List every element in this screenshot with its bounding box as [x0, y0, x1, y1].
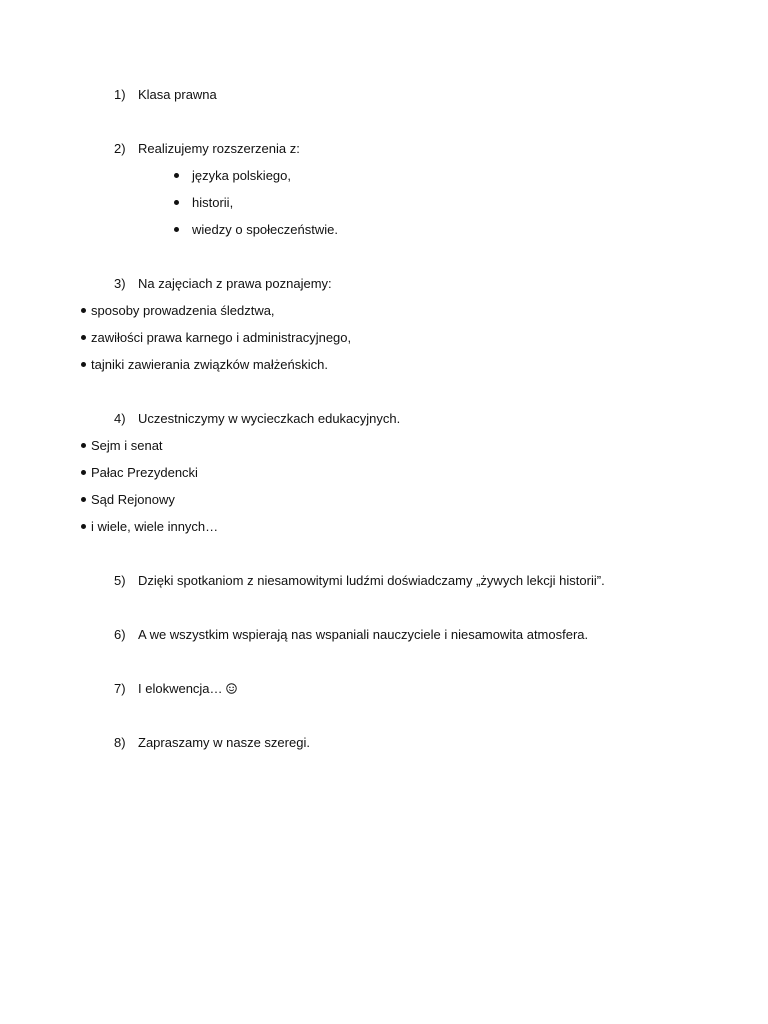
- extension-text: wiedzy o społeczeństwie.: [192, 222, 338, 237]
- bullet-icon: [78, 492, 88, 508]
- trip-text: Sąd Rejonowy: [91, 492, 175, 507]
- bullet-icon: [78, 303, 88, 319]
- item-number: 5): [114, 573, 126, 588]
- item-number: 7): [114, 681, 126, 696]
- extension-text: języka polskiego,: [192, 168, 291, 183]
- item-text: Zapraszamy w nasze szeregi.: [138, 735, 310, 750]
- item-text: Dzięki spotkaniom z niesamowitymi ludźmi doświadczamy „żywych lekcji historii”.: [138, 573, 605, 588]
- item-number: 2): [114, 141, 126, 156]
- bullet-icon: [78, 465, 88, 481]
- bullet-icon: [78, 330, 88, 346]
- trip-text: Pałac Prezydencki: [91, 465, 198, 480]
- item-number: 6): [114, 627, 126, 642]
- item-text: Klasa prawna: [138, 87, 217, 102]
- law-topic-text: zawiłości prawa karnego i administracyjnego,: [91, 330, 352, 345]
- bullet-icon: [78, 357, 88, 373]
- item-number: 8): [114, 735, 126, 750]
- bullet-icon: [172, 222, 180, 238]
- extension-text: historii,: [192, 195, 234, 210]
- item-text: I elokwencja…: [138, 681, 223, 696]
- item-text: Uczestniczymy w wycieczkach edukacyjnych.: [138, 411, 401, 426]
- bullet-icon: [172, 168, 180, 184]
- smiley-icon: [226, 683, 237, 694]
- bullet-icon: [78, 519, 88, 535]
- law-topic-text: tajniki zawierania związków małżeńskich.: [91, 357, 328, 372]
- item-text: Na zajęciach z prawa poznajemy:: [138, 276, 332, 291]
- item-number: 4): [114, 411, 126, 426]
- bullet-icon: [78, 438, 88, 454]
- trip-text: Sejm i senat: [91, 438, 163, 453]
- item-text: Realizujemy rozszerzenia z:: [138, 141, 300, 156]
- item-text: A we wszystkim wspierają nas wspaniali nauczyciele i niesamowita atmosfera.: [138, 627, 589, 642]
- item-number: 3): [114, 276, 126, 291]
- trip-text: i wiele, wiele innych…: [91, 519, 219, 534]
- law-topic-text: sposoby prowadzenia śledztwa,: [91, 303, 275, 318]
- item-number: 1): [114, 87, 126, 102]
- bullet-icon: [172, 195, 180, 211]
